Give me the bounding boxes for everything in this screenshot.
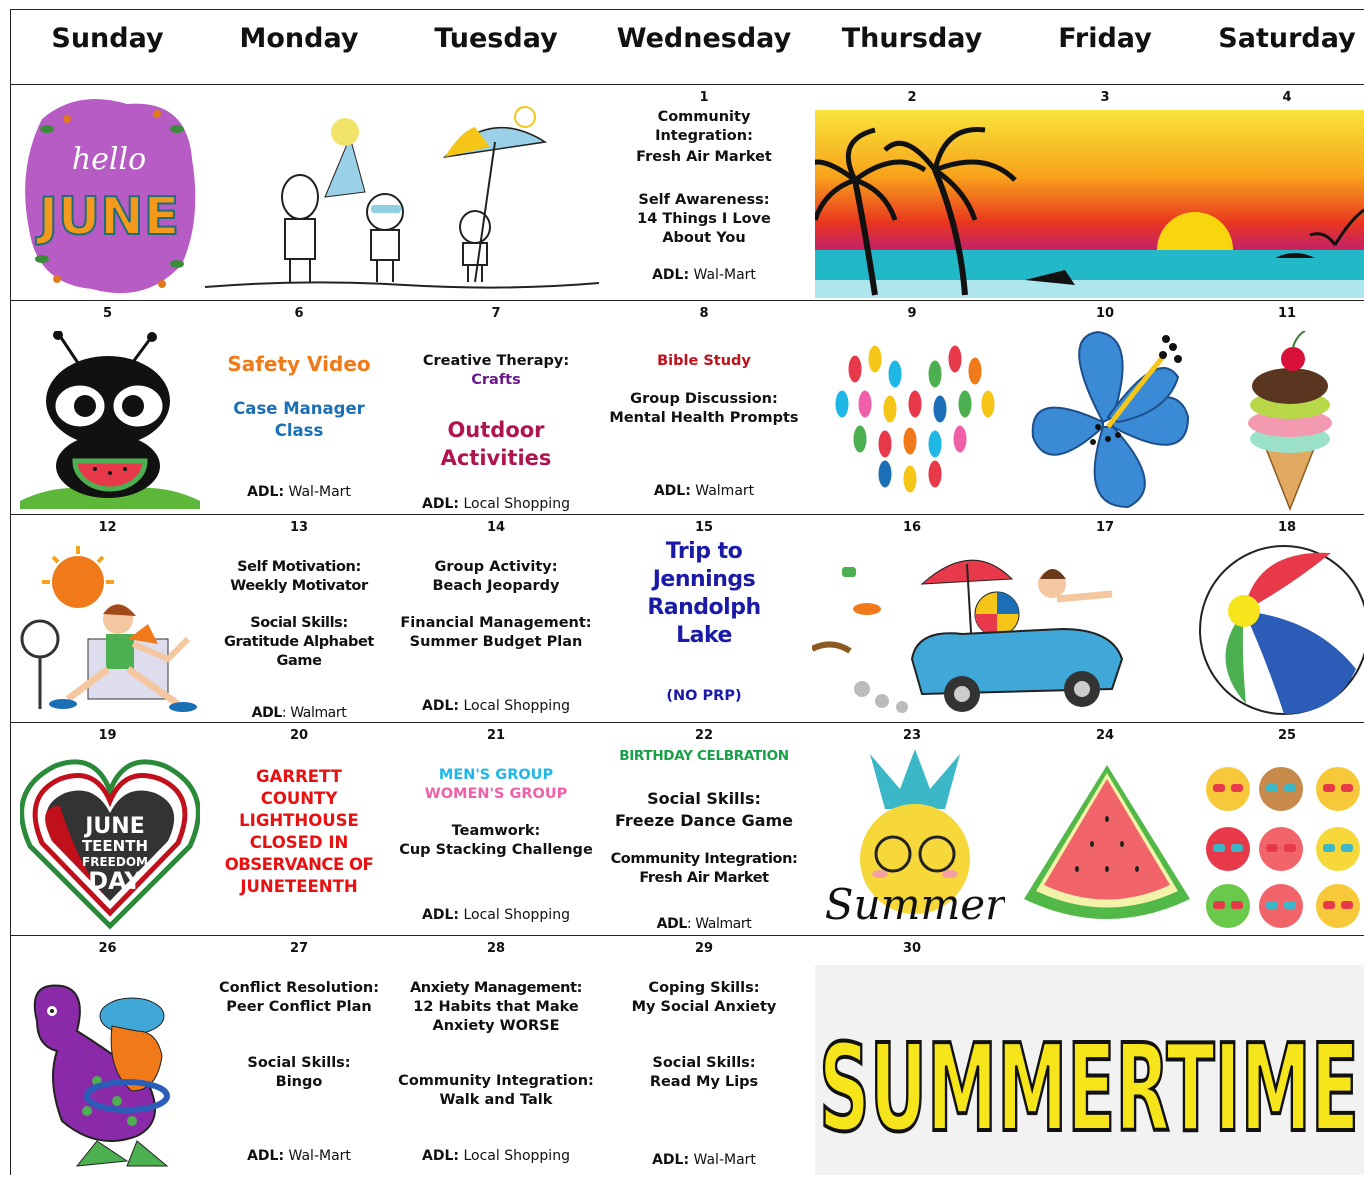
cell-day-24	[1015, 722, 1195, 748]
cell-day-17	[1015, 514, 1195, 540]
date-number: 4	[1282, 90, 1292, 105]
adl-line	[599, 482, 809, 500]
fruit-sunglasses-art	[1198, 754, 1364, 932]
cell-day-7	[393, 300, 599, 514]
date-number: 13	[289, 520, 309, 535]
event-text: Bible Study	[657, 353, 751, 369]
hibiscus-art	[1018, 327, 1193, 511]
ladybug-watermelon-art	[20, 331, 200, 509]
event-text: COUNTY	[260, 789, 338, 808]
adl-value: Walmart	[695, 483, 755, 499]
date-number: 8	[699, 306, 709, 321]
adl-label: ADL	[251, 705, 282, 721]
event-text: 14 Things I Love	[637, 211, 771, 227]
cell-day-22	[599, 722, 809, 935]
grid-line	[10, 9, 1364, 10]
event-text: Read My Lips	[649, 1074, 759, 1090]
adl-value: Wal-Mart	[693, 267, 756, 283]
event-text: Community Integration:	[398, 1073, 594, 1089]
event-text: Gratitude Alphabet	[224, 634, 374, 650]
event-text: Social Skills:	[652, 1055, 756, 1071]
event-text: CLOSED IN	[249, 833, 349, 852]
date-number: 14	[486, 520, 506, 535]
event-text: Social Skills:	[250, 615, 348, 631]
hello-june-art	[17, 89, 202, 299]
cell-day-12	[10, 514, 205, 540]
adl-label: ADL:	[652, 1152, 690, 1168]
event-text: WOMEN'S GROUP	[424, 786, 568, 802]
date-number: 2	[907, 90, 917, 105]
event-text: (NO PRP)	[666, 688, 742, 704]
beach-ball-art	[1196, 539, 1364, 721]
event-text: Peer Conflict Plan	[226, 999, 372, 1015]
date-number: 19	[98, 728, 117, 743]
adl-line	[599, 915, 809, 933]
adl-line	[393, 1147, 599, 1165]
date-number: 23	[902, 728, 922, 743]
adl-line	[393, 906, 599, 924]
date-number: 15	[694, 520, 714, 535]
boy-inflatable-art	[17, 961, 200, 1175]
juneteenth-text: TEENTH	[81, 837, 149, 855]
adl-label: ADL:	[247, 484, 285, 500]
date-number: 12	[98, 520, 117, 535]
event-text: Weekly Motivator	[230, 578, 368, 594]
adl-label: ADL:	[653, 483, 691, 499]
event-text: Game	[276, 653, 322, 669]
event-text: GARRETT	[256, 767, 342, 786]
event-text: Summer Budget Plan	[409, 634, 583, 650]
event-text: Creative Therapy:	[422, 353, 570, 369]
adl-label: ADL	[656, 916, 687, 932]
adl-value: Wal-Mart	[288, 484, 351, 500]
adl-label: ADL:	[422, 698, 460, 714]
event-text: Cup Stacking Challenge	[399, 842, 593, 858]
day-header-tuesday: Tuesday	[434, 23, 558, 54]
event-text: Group Activity:	[434, 559, 558, 575]
adl-line	[205, 1147, 393, 1165]
day-header-monday: Monday	[239, 23, 359, 54]
summertime-letters-art	[815, 965, 1364, 1175]
cell-day-9	[809, 300, 1015, 326]
event-text: BIRTHDAY CELBRATION	[619, 748, 789, 764]
adl-line	[205, 704, 393, 722]
adl-line	[393, 697, 599, 715]
date-number: 9	[907, 306, 917, 321]
date-number: 10	[1095, 306, 1115, 321]
cell-day-8	[599, 300, 809, 514]
event-text: MEN'S GROUP	[438, 767, 554, 783]
date-number: 25	[1277, 728, 1297, 743]
adl-value: Local Shopping	[463, 496, 570, 512]
date-number: 5	[102, 306, 113, 321]
cell-day-4	[1195, 84, 1364, 110]
adl-label: ADL:	[652, 267, 690, 283]
juneteenth-heart-art	[20, 751, 200, 931]
date-number: 17	[1095, 520, 1115, 535]
event-text: Social Skills:	[647, 789, 761, 808]
date-number: 20	[289, 728, 309, 743]
hello-text: hello	[71, 142, 147, 177]
juneteenth-text: JUNE	[85, 814, 145, 839]
grid-line	[10, 9, 11, 1175]
event-text: Activities	[440, 446, 552, 470]
event-text: 12 Habits that Make	[413, 999, 579, 1015]
event-text: Mental Health Prompts	[609, 410, 799, 426]
cell-day-10	[1015, 300, 1195, 326]
event-text: Self Awareness:	[638, 192, 770, 208]
adl-value: : Walmart	[281, 705, 347, 721]
cell-day-16	[809, 514, 1015, 540]
summer-text: Summer	[825, 880, 1005, 929]
stick-figures-beach-art	[205, 87, 599, 297]
event-text: Outdoor	[447, 418, 545, 442]
cell-day-25	[1195, 722, 1364, 748]
cell-day-21	[393, 722, 599, 935]
car-beach-trip-art	[812, 539, 1142, 719]
summertime-text: SUMMERTIME	[819, 1020, 1359, 1159]
day-header-saturday: Saturday	[1218, 23, 1356, 54]
adl-line	[393, 495, 599, 513]
event-text: Walk and Talk	[439, 1092, 553, 1108]
calendar	[10, 9, 1364, 1175]
cell-day-29	[599, 935, 809, 1175]
pineapple-summer-art	[825, 749, 1005, 931]
day-header-thursday: Thursday	[841, 23, 983, 54]
day-header-wednesday: Wednesday	[616, 23, 792, 54]
event-text: Case Manager	[233, 399, 365, 418]
event-text: Teamwork:	[451, 823, 541, 839]
date-number: 11	[1277, 306, 1297, 321]
date-number: 22	[694, 728, 714, 743]
event-text: Class	[274, 421, 324, 440]
cell-day-2	[809, 84, 1015, 110]
adl-label: ADL:	[422, 1148, 460, 1164]
hot-sun-girl-art	[18, 544, 203, 719]
event-text: My Social Anxiety	[631, 999, 777, 1015]
event-text: Beach Jeopardy	[432, 578, 560, 594]
date-number: 1	[699, 90, 709, 105]
event-text: Group Discussion:	[630, 391, 778, 407]
day-header-friday: Friday	[1058, 23, 1152, 54]
day-header-sunday: Sunday	[51, 23, 164, 54]
adl-value: Wal-Mart	[693, 1152, 756, 1168]
cell-day-13	[205, 514, 393, 722]
date-number: 21	[486, 728, 506, 743]
date-number: 16	[902, 520, 922, 535]
event-text: JUNETEENTH	[240, 877, 358, 896]
cell-day-30	[809, 935, 1015, 961]
cell-day-28	[393, 935, 599, 1175]
event-text: Fresh Air Market	[636, 149, 772, 165]
event-text: Safety Video	[227, 352, 371, 376]
event-text: Self Motivation:	[237, 559, 361, 575]
event-text: Financial Management:	[400, 615, 592, 631]
event-text: Social Skills:	[247, 1055, 351, 1071]
event-text: Jennings	[652, 567, 756, 592]
date-number: 27	[289, 941, 309, 956]
adl-value: Local Shopping	[463, 1148, 570, 1164]
cell-day-14	[393, 514, 599, 722]
event-text: Integration:	[655, 128, 753, 144]
cell-day-26	[10, 935, 205, 961]
date-number: 30	[902, 941, 922, 956]
event-text: Conflict Resolution:	[218, 980, 380, 996]
event-text: Community	[657, 109, 751, 125]
icecream-cone-art	[1235, 331, 1345, 511]
event-text: Trip to	[665, 539, 743, 564]
event-text: Crafts	[471, 372, 521, 388]
adl-label: ADL:	[422, 907, 460, 923]
cell-day-18	[1195, 514, 1364, 540]
event-text: Randolph	[647, 595, 761, 620]
palm-sunset-art	[815, 110, 1364, 298]
date-number: 6	[294, 306, 304, 321]
date-number: 24	[1095, 728, 1115, 743]
adl-line	[599, 266, 809, 284]
adl-line	[599, 1151, 809, 1169]
cell-day-6	[205, 300, 393, 514]
cell-day-19	[10, 722, 205, 748]
event-text: LIGHTHOUSE	[239, 811, 359, 830]
flipflop-heart-art	[820, 329, 1008, 509]
cell-day-5	[10, 300, 205, 326]
cell-day-11	[1195, 300, 1364, 326]
date-number: 26	[98, 941, 117, 956]
event-text: Bingo	[275, 1074, 323, 1090]
cell-day-3	[1015, 84, 1195, 110]
event-text: OBSERVANCE OF	[224, 855, 374, 874]
adl-value: : Walmart	[686, 916, 752, 932]
cell-day-20	[205, 722, 393, 935]
date-number: 29	[694, 941, 714, 956]
event-text: Anxiety WORSE	[432, 1018, 560, 1034]
event-text: Community Integration:	[610, 851, 798, 867]
event-text: Lake	[676, 623, 732, 648]
juneteenth-text: DAY	[88, 867, 142, 895]
cell-day-1	[599, 84, 809, 300]
event-text: Fresh Air Market	[639, 870, 769, 886]
adl-value: Local Shopping	[463, 907, 570, 923]
cell-day-15	[599, 514, 809, 722]
adl-value: Local Shopping	[463, 698, 570, 714]
date-number: 7	[491, 306, 501, 321]
event-text: Coping Skills:	[648, 980, 760, 996]
event-text: Anxiety Management:	[409, 980, 583, 996]
adl-value: Wal-Mart	[288, 1148, 351, 1164]
adl-label: ADL:	[247, 1148, 285, 1164]
watermelon-slice-art	[1022, 759, 1192, 929]
adl-line	[205, 483, 393, 501]
date-number: 18	[1277, 520, 1297, 535]
event-text: Freeze Dance Game	[614, 811, 794, 830]
date-number: 28	[486, 941, 506, 956]
date-number: 3	[1100, 90, 1110, 105]
cell-day-27	[205, 935, 393, 1175]
cell-day-23	[809, 722, 1015, 748]
juneteenth-text: FREEDOM	[82, 855, 148, 869]
june-text: JUNE	[38, 187, 180, 247]
adl-label: ADL:	[422, 496, 460, 512]
event-text: About You	[662, 230, 746, 246]
